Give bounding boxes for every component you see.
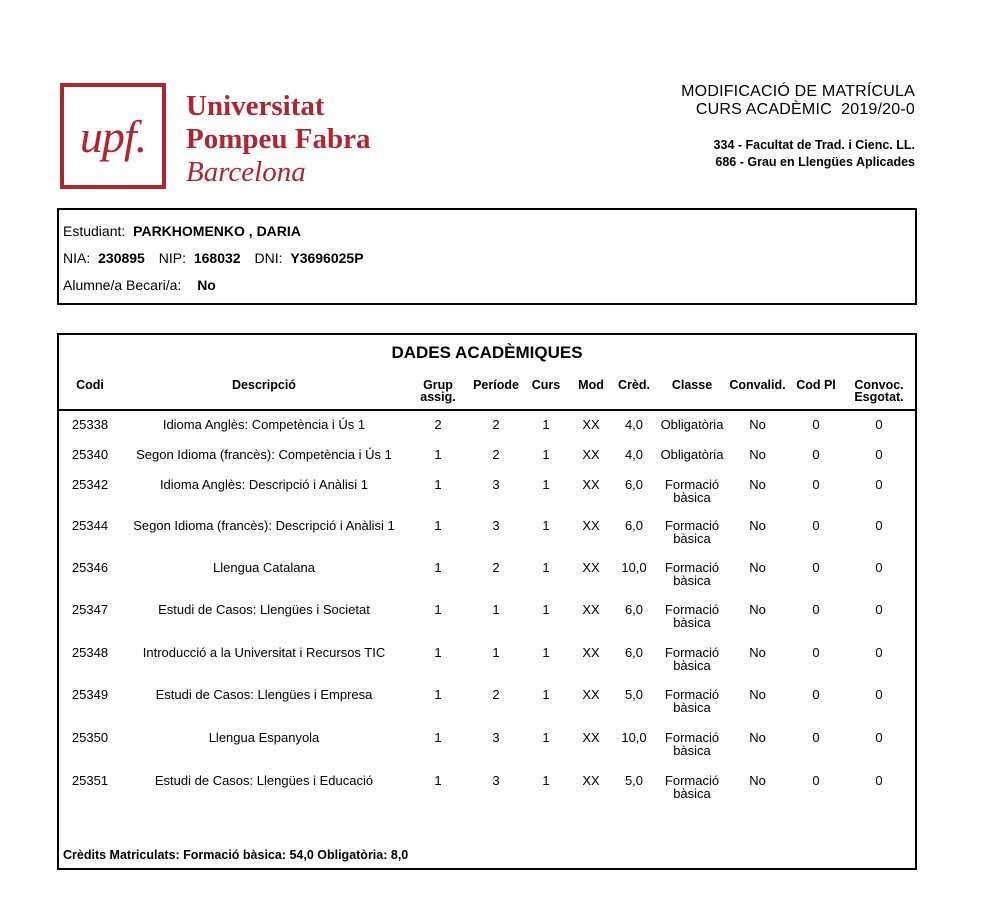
table-row — [59, 646, 915, 686]
header-codi: Codi — [76, 378, 104, 392]
cell-convoc: 0 — [875, 602, 883, 617]
cell-convoc: 0 — [875, 687, 883, 702]
cell-codpl: 0 — [812, 417, 820, 432]
cell-convalid: No — [749, 560, 766, 575]
cell-mod: XX — [582, 477, 600, 492]
cell-convoc: 0 — [875, 730, 883, 745]
cell-mod: XX — [582, 645, 600, 660]
cell-cred: 5,0 — [624, 773, 644, 788]
cell-mod: XX — [582, 602, 600, 617]
cell-periode: 1 — [492, 602, 500, 617]
cell-mod: XX — [582, 518, 600, 533]
cell-mod: XX — [582, 730, 600, 745]
cell-curs: 1 — [542, 687, 550, 702]
cell-grup: 1 — [434, 447, 442, 462]
academic-data-title: DADES ACADÈMIQUES — [391, 343, 583, 362]
cell-convoc: 0 — [875, 417, 883, 432]
cell-desc: Estudi de Casos: Llengües i Empresa — [155, 687, 373, 702]
cell-desc: Segon Idioma (francès): Descripció i Anàlisi 1 — [133, 518, 395, 533]
header-convalid: Convalid. — [729, 378, 786, 392]
cell-desc: Llengua Catalana — [213, 560, 315, 575]
cell-desc: Llengua Espanyola — [208, 730, 320, 745]
cell-convalid: No — [749, 687, 766, 702]
cell-classe: Formació bàsica — [664, 730, 720, 758]
table-row — [59, 731, 915, 771]
header-divider — [59, 409, 915, 411]
header-classe: Classe — [671, 378, 713, 392]
cell-curs: 1 — [542, 773, 550, 788]
cell-periode: 2 — [492, 687, 500, 702]
cell-mod: XX — [582, 417, 600, 432]
cell-codpl: 0 — [812, 645, 820, 660]
cell-mod: XX — [582, 447, 600, 462]
table-row — [59, 774, 915, 814]
cell-codi: 25346 — [71, 560, 109, 575]
faculty: 334 - Facultat de Trad. i Cienc. LL. — [713, 138, 915, 152]
cell-codi: 25349 — [71, 687, 109, 702]
cell-curs: 1 — [542, 447, 550, 462]
cell-convalid: No — [749, 477, 766, 492]
cell-codi: 25342 — [71, 477, 109, 492]
cell-convalid: No — [749, 518, 766, 533]
student-name: PARKHOMENKO , DARIA — [133, 223, 301, 239]
header-curs: Curs — [531, 378, 561, 392]
becari-label: Alumne/a Becari/a: — [63, 277, 182, 293]
credits-summary: Crèdits Matriculats: Formació bàsica: 54,0 Obligatòria: 8,0 — [63, 848, 409, 862]
header-grup — [414, 379, 462, 403]
cell-classe: Formació bàsica — [664, 477, 720, 505]
header-codpl: Cod Pl — [796, 378, 836, 392]
cell-codi: 25350 — [71, 730, 109, 745]
cell-curs: 1 — [542, 477, 550, 492]
cell-codi: 25347 — [71, 602, 109, 617]
header-convoc — [843, 379, 915, 403]
academic-year: CURS ACADÈMIC 2019/20-0 — [695, 101, 915, 118]
cell-classe: Formació bàsica — [664, 602, 720, 630]
cell-curs: 1 — [542, 560, 550, 575]
nia-value: 230895 — [98, 250, 145, 266]
cell-convoc: 0 — [875, 477, 883, 492]
university-name-line2: Pompeu Fabra — [186, 123, 371, 155]
cell-mod: XX — [582, 773, 600, 788]
header-convoc-line2: Esgotat. — [854, 390, 904, 404]
cell-convoc: 0 — [875, 518, 883, 533]
cell-classe: Obligatòria — [660, 417, 724, 432]
cell-classe: Formació bàsica — [664, 645, 720, 673]
cell-codpl: 0 — [812, 687, 820, 702]
cell-periode: 2 — [492, 417, 500, 432]
cell-grup: 1 — [434, 602, 442, 617]
cell-convalid: No — [749, 773, 766, 788]
cell-cred: 10,0 — [621, 560, 647, 575]
header-grup-line2: assig. — [420, 390, 456, 404]
cell-codpl: 0 — [812, 773, 820, 788]
cell-grup: 1 — [434, 645, 442, 660]
cell-classe: Formació bàsica — [664, 687, 720, 715]
cell-classe: Formació bàsica — [664, 518, 720, 546]
cell-convoc: 0 — [875, 560, 883, 575]
cell-cred: 6,0 — [624, 477, 644, 492]
cell-mod: XX — [582, 560, 600, 575]
cell-codpl: 0 — [812, 447, 820, 462]
upf-logo — [60, 83, 166, 189]
cell-grup: 2 — [434, 417, 442, 432]
cell-convoc: 0 — [875, 447, 883, 462]
cell-grup: 1 — [434, 560, 442, 575]
cell-cred: 4,0 — [624, 417, 644, 432]
cell-mod: XX — [582, 687, 600, 702]
cell-periode: 3 — [492, 773, 500, 788]
document-title: MODIFICACIÓ DE MATRÍCULA — [681, 83, 915, 100]
cell-desc: Segon Idioma (francès): Competència i Ús 1 — [136, 447, 392, 462]
becari-value: No — [197, 277, 216, 293]
header-cred: Crèd. — [618, 378, 650, 392]
cell-convalid: No — [749, 645, 766, 660]
cell-classe: Formació bàsica — [664, 560, 720, 588]
dni-label: DNI: — [254, 250, 283, 266]
table-row — [59, 561, 915, 601]
header-grup-line1: Grup — [423, 378, 453, 392]
academic-data-box — [57, 333, 917, 870]
cell-curs: 1 — [542, 417, 550, 432]
table-row — [59, 603, 915, 643]
cell-grup: 1 — [434, 773, 442, 788]
cell-codpl: 0 — [812, 730, 820, 745]
nip-label: NIP: — [158, 250, 186, 266]
degree: 686 - Grau en Llengües Aplicades — [715, 155, 915, 169]
cell-convalid: No — [749, 730, 766, 745]
cell-codi: 25351 — [71, 773, 109, 788]
cell-periode: 3 — [492, 730, 500, 745]
cell-codi: 25340 — [71, 447, 109, 462]
document-header — [681, 83, 915, 171]
university-name — [186, 90, 370, 189]
university-name-line1: Universitat — [186, 90, 325, 122]
cell-convoc: 0 — [875, 645, 883, 660]
student-info-box — [57, 208, 917, 305]
cell-desc: Introducció a la Universitat i Recursos TIC — [142, 645, 386, 660]
header-descripcio: Descripció — [232, 378, 296, 392]
table-row — [59, 519, 915, 559]
header-periode: Període — [473, 378, 519, 392]
cell-desc: Idioma Anglès: Competència i Ús 1 — [162, 417, 366, 432]
cell-curs: 1 — [542, 730, 550, 745]
cell-curs: 1 — [542, 602, 550, 617]
cell-classe: Obligatòria — [660, 447, 724, 462]
cell-curs: 1 — [542, 645, 550, 660]
nia-label: NIA: — [63, 250, 91, 266]
cell-codpl: 0 — [812, 560, 820, 575]
cell-codpl: 0 — [812, 518, 820, 533]
university-city: Barcelona — [186, 156, 306, 188]
cell-convoc: 0 — [875, 773, 883, 788]
cell-grup: 1 — [434, 687, 442, 702]
cell-periode: 1 — [492, 645, 500, 660]
cell-periode: 3 — [492, 518, 500, 533]
header-convoc-line1: Convoc. — [854, 378, 904, 392]
cell-periode: 3 — [492, 477, 500, 492]
cell-desc: Idioma Anglès: Descripció i Anàlisi 1 — [159, 477, 369, 492]
cell-codi: 25344 — [71, 518, 109, 533]
cell-desc: Estudi de Casos: Llengües i Societat — [158, 602, 370, 617]
cell-cred: 4,0 — [624, 447, 644, 462]
cell-codi: 25338 — [71, 417, 109, 432]
header-mod: Mod — [578, 378, 604, 392]
table-row — [59, 478, 915, 518]
cell-codi: 25348 — [71, 645, 109, 660]
cell-cred: 6,0 — [624, 645, 644, 660]
cell-convalid: No — [749, 602, 766, 617]
cell-codpl: 0 — [812, 477, 820, 492]
cell-cred: 10,0 — [621, 730, 647, 745]
cell-grup: 1 — [434, 730, 442, 745]
cell-convalid: No — [749, 417, 766, 432]
cell-desc: Estudi de Casos: Llengües i Educació — [154, 773, 374, 788]
cell-cred: 6,0 — [624, 518, 644, 533]
table-row — [59, 688, 915, 728]
cell-convalid: No — [749, 447, 766, 462]
student-label: Estudiant: — [63, 223, 126, 239]
dni-value: Y3696025P — [290, 250, 364, 266]
nip-value: 168032 — [193, 250, 241, 266]
logo-mark: upf. — [79, 110, 147, 162]
cell-curs: 1 — [542, 518, 550, 533]
cell-grup: 1 — [434, 477, 442, 492]
cell-grup: 1 — [434, 518, 442, 533]
cell-cred: 6,0 — [624, 602, 644, 617]
cell-classe: Formació bàsica — [664, 773, 720, 801]
cell-codpl: 0 — [812, 602, 820, 617]
cell-periode: 2 — [492, 447, 500, 462]
cell-cred: 5,0 — [624, 687, 644, 702]
cell-periode: 2 — [492, 560, 500, 575]
